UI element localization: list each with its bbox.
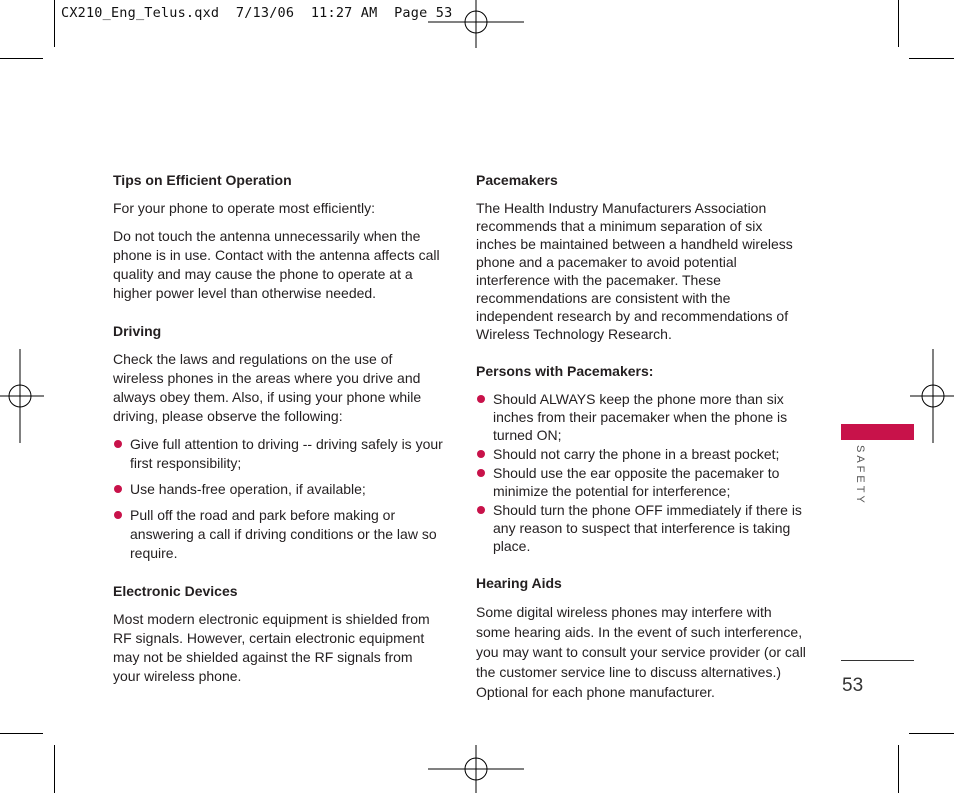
list-item: Should ALWAYS keep the phone more than six inches from their pacemaker when the phone is turned ON; bbox=[476, 390, 806, 444]
crop-mark bbox=[909, 58, 954, 59]
driving-list bbox=[113, 435, 443, 563]
print-slug: CX210_Eng_Telus.qxd 7/13/06 11:27 AM Page 53 bbox=[61, 5, 453, 21]
list-item: Should use the ear opposite the pacemaker to minimize the potential for interference; bbox=[476, 464, 806, 500]
crop-mark bbox=[0, 58, 43, 59]
right-column bbox=[476, 171, 806, 711]
list-item: Should turn the phone OFF immediately if there is any reason to suspect that interference is taking place. bbox=[476, 501, 806, 555]
registration-mark-top-icon bbox=[428, 0, 524, 48]
electronic-devices-heading: Electronic Devices bbox=[113, 583, 238, 599]
crop-mark bbox=[0, 733, 43, 734]
tips-antenna-paragraph: Do not touch the antenna unnecessarily when the phone is in use. Contact with the antenna affects call quality and may cause the phone to operate at a higher power level than otherwise needed. bbox=[113, 228, 440, 301]
crop-mark bbox=[898, 745, 899, 793]
pacemakers-heading: Pacemakers bbox=[476, 172, 558, 188]
bullet-icon bbox=[477, 469, 485, 477]
crop-mark bbox=[54, 0, 55, 47]
crop-mark bbox=[909, 733, 954, 734]
persons-with-pacemakers-heading: Persons with Pacemakers: bbox=[476, 363, 654, 379]
electronic-devices-paragraph: Most modern electronic equipment is shielded from RF signals. However, certain electronic equipment may not be shielded against the RF signals from your wireless phone. bbox=[113, 611, 430, 684]
bullet-icon bbox=[114, 511, 122, 519]
hearing-aids-paragraph: Some digital wireless phones may interfere with some hearing aids. In the event of such interference, you may want to consult your service provider (or call the customer service line to discuss alternatives.) Optional for each phone manufacturer. bbox=[476, 604, 806, 700]
bullet-icon bbox=[477, 506, 485, 514]
bullet-icon bbox=[477, 450, 485, 458]
list-item: Should not carry the phone in a breast pocket; bbox=[476, 445, 806, 463]
bullet-icon bbox=[477, 395, 485, 403]
list-item: Use hands-free operation, if available; bbox=[113, 480, 443, 499]
section-tab-bar bbox=[841, 424, 914, 440]
left-column bbox=[113, 171, 443, 695]
tips-intro: For your phone to operate most efficiently: bbox=[113, 200, 375, 216]
registration-mark-bottom-icon bbox=[428, 745, 524, 793]
bullet-icon bbox=[114, 485, 122, 493]
section-tab-label: SAFETY bbox=[854, 445, 866, 506]
page-number: 53 bbox=[842, 675, 864, 696]
crop-mark bbox=[898, 0, 899, 47]
pacemakers-list bbox=[476, 390, 806, 555]
list-item: Pull off the road and park before making or answering a call if driving conditions or the law so require. bbox=[113, 506, 443, 563]
list-item: Give full attention to driving -- driving safely is your first responsibility; bbox=[113, 435, 443, 473]
pacemakers-paragraph: The Health Industry Manufacturers Association recommends that a minimum separation of six inches be maintained between a handheld wireless phone and a pacemaker to avoid potential interference with the pacemaker. These recommendations are consistent with the independent research by and recommendations of Wireless Technology Research. bbox=[476, 200, 793, 342]
registration-mark-left-icon bbox=[0, 349, 44, 443]
registration-mark-right-icon bbox=[910, 349, 954, 443]
driving-paragraph: Check the laws and regulations on the use of wireless phones in the areas where you drive and always obey them. Also, if using your phone while driving, please observe the following: bbox=[113, 351, 422, 424]
driving-heading: Driving bbox=[113, 323, 162, 339]
footer-rule bbox=[841, 660, 914, 661]
tips-heading: Tips on Efficient Operation bbox=[113, 172, 292, 188]
crop-mark bbox=[54, 745, 55, 793]
hearing-aids-heading: Hearing Aids bbox=[476, 575, 562, 591]
bullet-icon bbox=[114, 440, 122, 448]
